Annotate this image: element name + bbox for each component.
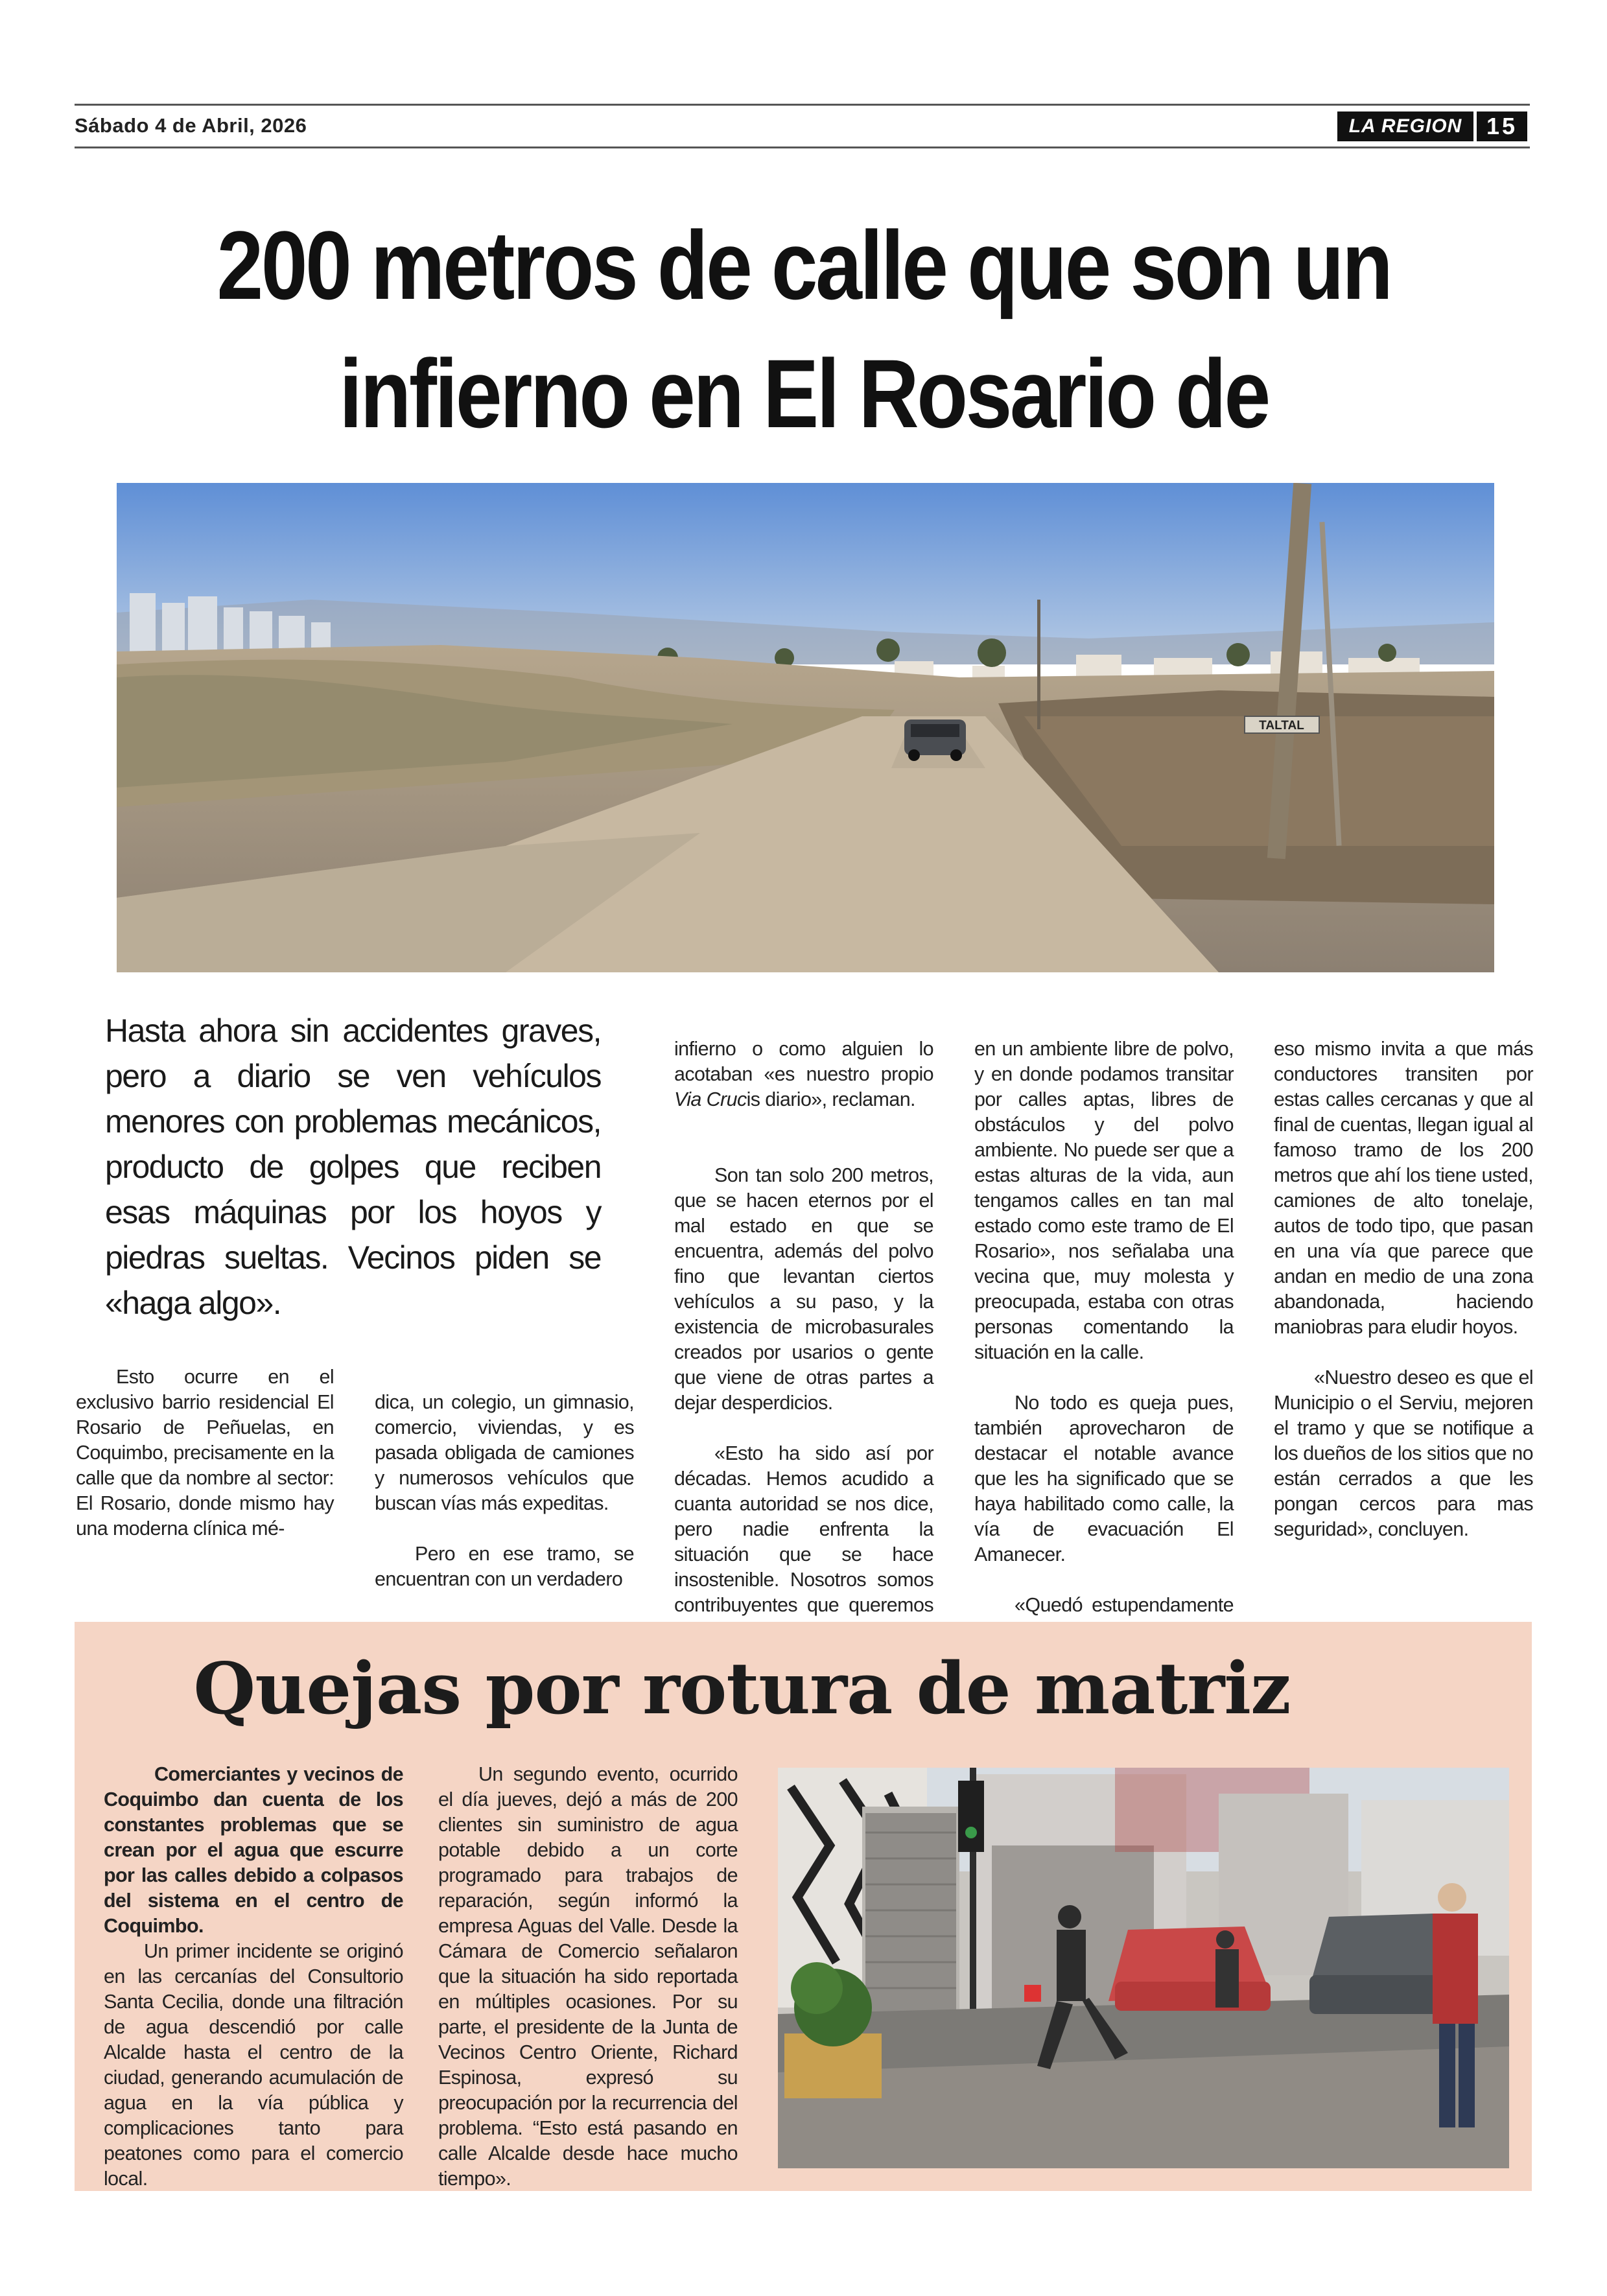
publication-logo: LA REGION (1337, 111, 1473, 141)
sidebar-col-2: Un segundo evento, ocurrido el día jueves, dejó a más de 200 clientes sin suministro de agua potable debido a un corte programado para trabajos de reparación, según informó la empresa Aguas del Valle. Desde la Cámara de Comercio señalaron que la situación ha sido reportada en múltiples ocasiones. Por su parte, el presidente de la Junta de Vecinos Centro Oriente, Richard Espinosa, expresó su preocupación por la recurrencia del problema. “Esto está pasando en calle Alcalde desde hace mucho tiempo». (438, 1763, 738, 2190)
col4-para-2: No todo es queja pues, también aprovecharon de destacar el notable avance que les ha significado que se haya habilitado como calle, la vía de evacuación El Amanecer. (974, 1392, 1234, 1565)
col3-para-2: Son tan solo 200 metros, que se hacen eternos por el mal estado en que se encuentra, además del polvo fino que levantan ciertos vehículos a su paso, y la existencia de microbasurales creados por usarios o gente que viene de otras partes a dejar desperdicios. (674, 1164, 933, 1414)
article-col-3 (674, 1011, 933, 1669)
road-photo (117, 483, 1494, 972)
article-col-5 (1274, 1011, 1533, 1567)
street-photo (778, 1768, 1509, 2168)
sidebar-lead: Comerciantes y vecinos de Coquimbo dan cuenta de los constantes problemas que se crean por el agua que escurre por las calles debido a colpasos del sistema en el centro de Coquimbo. (104, 1763, 403, 1937)
col3-para-1-text-a: infierno o como alguien lo acotaban «es nuestro propio (674, 1038, 933, 1085)
sidebar-col-1 (104, 1762, 403, 2192)
col2-para-1: dica, un colegio, un gimnasio, comercio, viviendas, y es pasada obligada de camiones y numerosos vehículos que buscan vías más expeditas. (375, 1391, 634, 1514)
col4-para-1: en un ambiente libre de polvo, y en donde podamos transitar por calles aptas, libres de obstáculos y del polvo ambiente. No puede ser que a estas alturas de la vida, aun tengamos calles en tan mal estado como este tramo de El Rosario», nos señalaba una vecina que, muy molesta y preocupada, estaba con otras personas comentando la situación en la calle. (974, 1038, 1234, 1363)
article-col-4 (974, 1011, 1234, 1669)
article-deck: Hasta ahora sin accidentes graves, pero a diario se ven vehículos menores con problemas mecánicos, producto de golpes que reciben esas máquinas por los hoyos y piedras sueltas. Vecinos piden se «haga algo». (105, 1013, 601, 1321)
issue-date: Sábado 4 de Abril, 2026 (75, 114, 307, 137)
col4-para-3: «Quedó estupendamente (1015, 1594, 1234, 1616)
col5-para-1: eso mismo invita a que más conductores transiten por estas calles cercanas y que al final de cuentas, llegan igual al famoso tramo de los 200 metros que ahí los tiene usted, camiones de alto tonelaje, autos de todo tipo, que pasan en una vía que parece que andan en medio de una zona abandonada, haciendo maniobras para eludir hoyos. (1274, 1038, 1533, 1338)
sidebar-col1-para-2: Un primer incidente se originó en las cercanías del Consultorio Santa Cecilia, donde una filtración de agua descendió por calle Alcalde hasta el centro de la ciudad, generando acumulación de agua en la vía pública y complicaciones tanto para peatones como para el comercio local. (104, 1940, 403, 2190)
sidebar-title-text: Quejas por rotura de matriz (193, 1646, 1291, 1730)
col2-para-2: Pero en ese tramo, se encuentran con un verdadero (375, 1543, 634, 1590)
col3-para-3: «Esto ha sido así por décadas. Hemos acudido a cuanta autoridad se nos dice, pero nadie enfrenta la situación que se hace insostenible. Nosotros somos contribuyentes que queremos (674, 1442, 933, 1616)
article-col-2 (375, 1365, 634, 1617)
headline-line-2: infierno en El Rosario de (339, 339, 1269, 448)
sidebar-title (0, 1646, 1607, 1730)
header-bottom-rule (75, 146, 1530, 148)
col5-para-2: «Nuestro deseo es que el Municipio o el Serviu, mejoren el tramo y que se notifique a los dueños de los sitios que no están cerrados a que les pongan cercos para mas seguridad», concluyen. (1274, 1366, 1533, 1540)
headline-line-1: 200 metros de calle que son un (217, 211, 1391, 320)
col3-para-1-italic: Via Cruc (674, 1088, 747, 1110)
header-top-rule (75, 104, 1530, 106)
page-number: 15 (1477, 111, 1527, 141)
col3-para-1-text-b: is diario», reclaman. (746, 1088, 915, 1110)
col3-para-1 (674, 1037, 933, 1112)
road-sign-text: TALTAL (1259, 719, 1304, 732)
article-col-1: Esto ocurre en el exclusivo barrio residencial El Rosario de Peñuelas, en Coquimbo, precisamente en la calle que da nombre al sector: El Rosario, donde mismo hay una moderna clínica mé- (76, 1366, 334, 1540)
